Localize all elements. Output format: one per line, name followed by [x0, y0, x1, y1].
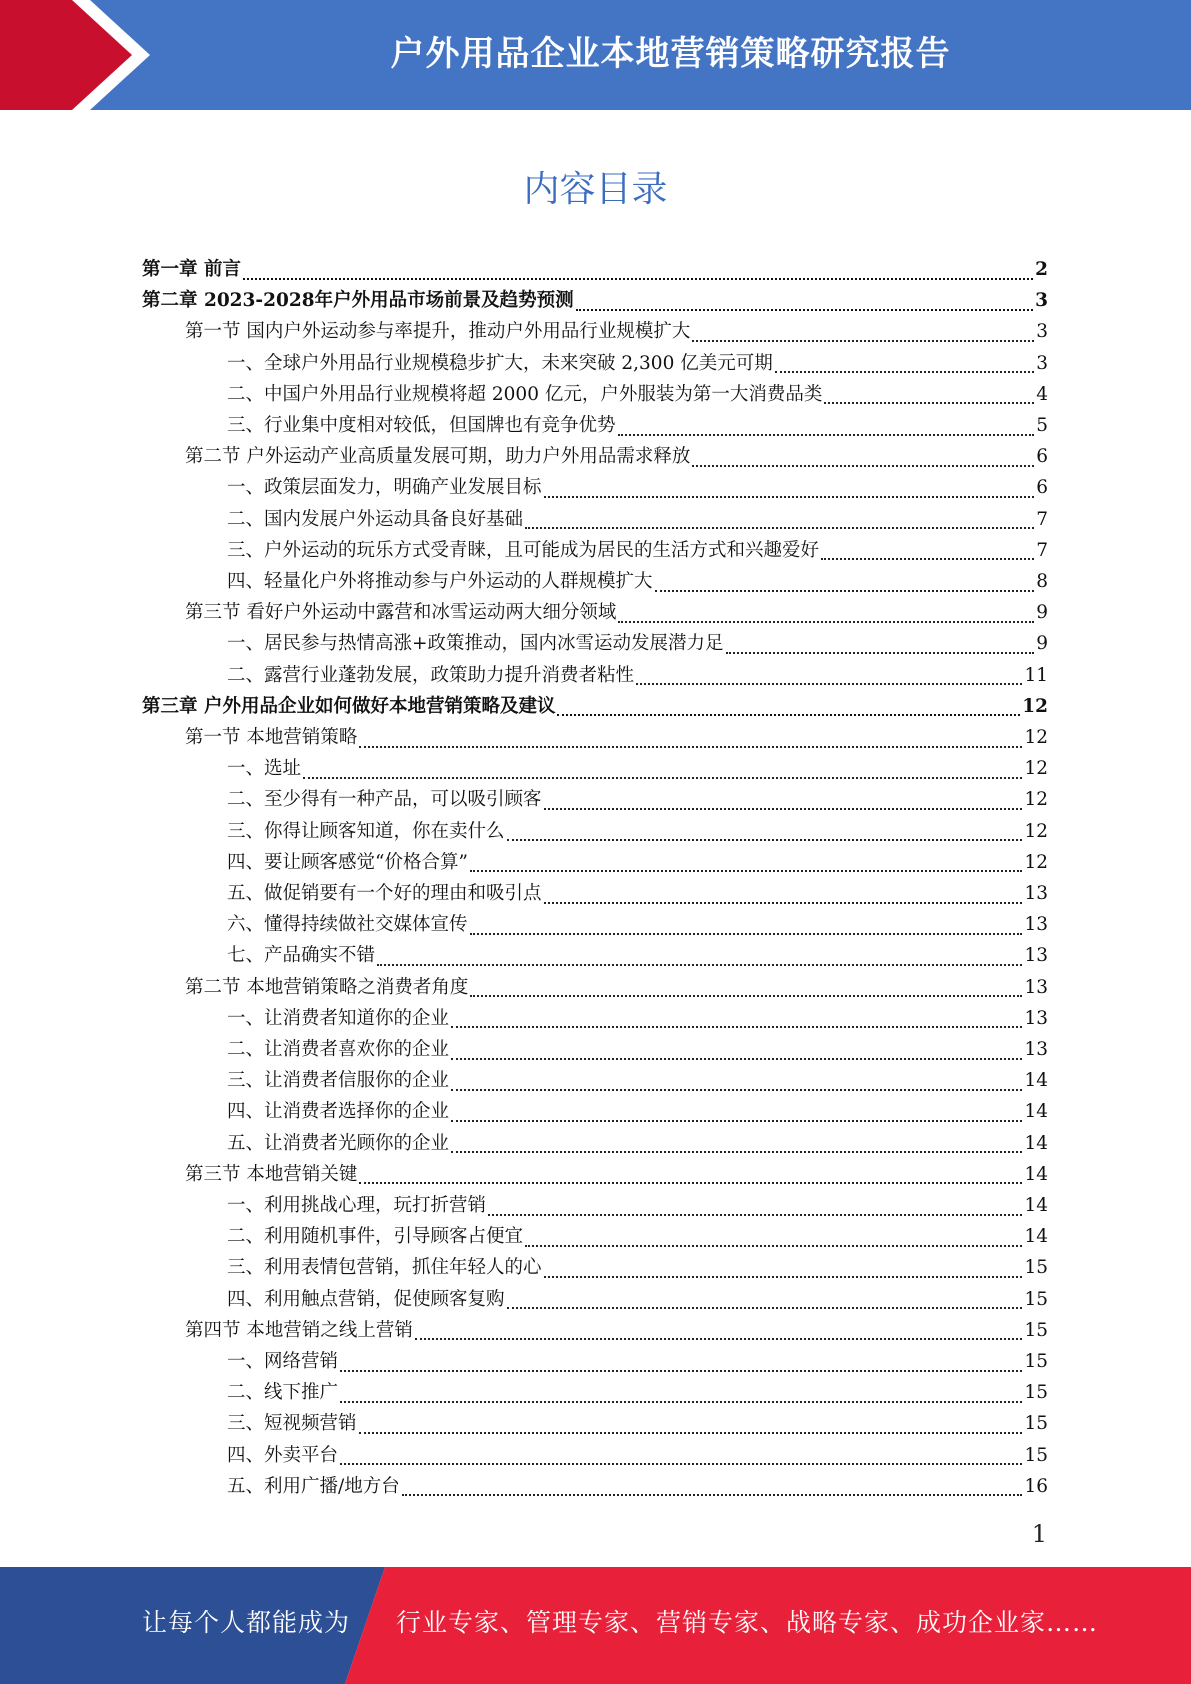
toc-entry-page: 14	[1024, 1163, 1048, 1185]
toc-entry-page: 9	[1036, 602, 1048, 624]
toc-entry-page: 13	[1024, 945, 1048, 967]
toc-subsection-entry[interactable]	[227, 1284, 1048, 1315]
toc-dot-leader	[821, 538, 1034, 560]
toc-entry-page: 3	[1036, 352, 1048, 374]
toc-entry-label: 一、网络营销	[227, 1351, 339, 1372]
toc-chapter-entry[interactable]	[142, 691, 1048, 722]
toc-entry-label: 三、户外运动的玩乐方式受青睐，且可能成为居民的生活方式和兴趣爱好	[227, 539, 820, 561]
toc-subsection-entry[interactable]	[227, 1190, 1048, 1221]
report-title: 户外用品企业本地营销策略研究报告	[390, 34, 951, 74]
toc-entry-label: 第一节 国内户外运动参与率提升，推动户外用品行业规模扩大	[185, 321, 691, 343]
toc-subsection-entry[interactable]	[227, 1034, 1048, 1065]
toc-entry-label: 三、你得让顾客知道，你在卖什么	[227, 820, 505, 842]
toc-subsection-entry[interactable]	[227, 1096, 1048, 1127]
toc-entry-label: 五、利用广播/地方台	[227, 1475, 400, 1497]
toc-entry-page: 2	[1035, 259, 1048, 280]
toc-subsection-entry[interactable]	[227, 940, 1048, 971]
toc-dot-leader	[692, 445, 1034, 467]
toc-dot-leader	[359, 726, 1022, 748]
toc-entry-label: 一、全球户外用品行业规模稳步扩大，未来突破 2,300 亿美元可期	[227, 352, 773, 374]
toc-dot-leader	[618, 601, 1034, 623]
toc-heading: 内容目录	[523, 169, 668, 210]
toc-dot-leader	[451, 1006, 1022, 1028]
toc-entry-page: 14	[1024, 1101, 1048, 1123]
toc-entry-label: 六、懂得持续做社交媒体宣传	[227, 914, 468, 936]
toc-entry-label: 二、国内发展户外运动具备良好基础	[227, 508, 524, 530]
toc-section-entry[interactable]	[185, 1159, 1048, 1190]
toc-dot-leader	[359, 1162, 1022, 1184]
toc-entry-label: 第二章 2023-2028年户外用品市场前景及趋势预测	[142, 290, 574, 312]
toc-subsection-entry[interactable]	[227, 878, 1048, 909]
toc-subsection-entry[interactable]	[227, 628, 1048, 659]
toc-entry-page: 13	[1024, 1007, 1048, 1029]
toc-dot-leader	[451, 1131, 1022, 1153]
toc-dot-leader	[340, 1443, 1022, 1465]
toc-entry-label: 三、让消费者信服你的企业	[227, 1070, 450, 1092]
toc-dot-leader	[451, 1100, 1022, 1122]
toc-entry-page: 3	[1036, 321, 1048, 343]
footer-slogan-right: 行业专家、管理专家、营销专家、战略专家、成功企业家……	[396, 1608, 1099, 1637]
toc-entry-page: 11	[1024, 664, 1048, 686]
toc-dot-leader	[507, 1287, 1023, 1309]
toc-dot-leader	[303, 757, 1022, 779]
toc-dot-leader	[544, 882, 1023, 904]
toc-entry-label: 第三章 户外用品企业如何做好本地营销策略及建议	[142, 695, 556, 717]
toc-subsection-entry[interactable]	[227, 566, 1048, 597]
toc-section-entry[interactable]	[185, 597, 1048, 628]
toc-entry-label: 五、让消费者光顾你的企业	[227, 1132, 450, 1154]
toc-dot-leader	[470, 975, 1022, 997]
toc-dot-leader	[507, 819, 1023, 841]
toc-entry-page: 15	[1024, 1382, 1048, 1404]
toc-chapter-entry[interactable]	[142, 254, 1048, 285]
toc-dot-leader	[692, 320, 1034, 342]
toc-entry-label: 四、利用触点营销，促使顾客复购	[227, 1288, 505, 1310]
toc-entry-page: 12	[1024, 727, 1048, 748]
toc-subsection-entry[interactable]	[227, 504, 1048, 535]
toc-section-entry[interactable]	[185, 1315, 1048, 1346]
toc-entry-page: 6	[1036, 446, 1048, 468]
toc-entry-label: 二、利用随机事件，引导顾客占便宜	[227, 1226, 524, 1248]
toc-entry-page: 14	[1024, 1070, 1048, 1092]
toc-entry-page: 12	[1024, 789, 1048, 811]
toc-subsection-entry[interactable]	[227, 1003, 1048, 1034]
toc-dot-leader	[726, 632, 1035, 654]
report-header	[0, 0, 1191, 110]
toc-entry-page: 12	[1024, 820, 1048, 842]
toc-entry-label: 四、外卖平台	[227, 1444, 339, 1466]
toc-entry-label: 二、中国户外用品行业规模将超 2000 亿元，户外服装为第一大消费品类	[227, 383, 823, 405]
toc-dot-leader	[525, 1225, 1022, 1247]
toc-dot-leader	[576, 289, 1034, 311]
toc-entry-label: 第四节 本地营销之线上营销	[185, 1319, 413, 1341]
toc-subsection-entry[interactable]	[227, 847, 1048, 878]
toc-entry-page: 3	[1035, 290, 1048, 312]
toc-entry-page: 14	[1024, 1195, 1048, 1216]
toc-entry-page: 12	[1022, 695, 1048, 717]
toc-subsection-entry[interactable]	[227, 1065, 1048, 1096]
toc-dot-leader	[544, 476, 1035, 498]
toc-entry-label: 第三节 本地营销关键	[185, 1163, 358, 1185]
toc-entry-label: 第一节 本地营销策略	[185, 727, 358, 748]
toc-entry-page: 13	[1024, 914, 1048, 936]
toc-entry-page: 6	[1036, 477, 1048, 499]
toc-dot-leader	[775, 351, 1034, 373]
toc-entry-page: 7	[1036, 508, 1048, 530]
toc-subsection-entry[interactable]	[227, 1440, 1048, 1471]
toc-subsection-entry[interactable]	[227, 348, 1048, 379]
toc-subsection-entry[interactable]	[227, 535, 1048, 566]
toc-subsection-entry[interactable]	[227, 1408, 1048, 1439]
toc-entry-label: 二、线下推广	[227, 1382, 339, 1404]
toc-entry-label: 四、要让顾客感觉“价格合算”	[227, 851, 468, 873]
toc-entry-page: 15	[1024, 1257, 1048, 1279]
toc-entry-label: 一、政策层面发力，明确产业发展目标	[227, 477, 542, 499]
toc-subsection-entry[interactable]	[227, 753, 1048, 784]
toc-subsection-entry[interactable]	[227, 1128, 1048, 1159]
toc-subsection-entry[interactable]	[227, 660, 1048, 691]
toc-entry-page: 15	[1024, 1288, 1048, 1310]
toc-entry-label: 二、让消费者喜欢你的企业	[227, 1039, 450, 1060]
toc-dot-leader	[470, 850, 1023, 872]
toc-subsection-entry[interactable]	[227, 379, 1048, 410]
toc-dot-leader	[243, 258, 1033, 280]
toc-subsection-entry[interactable]	[227, 909, 1048, 940]
toc-entry-label: 四、让消费者选择你的企业	[227, 1101, 450, 1123]
toc-section-entry[interactable]	[185, 972, 1048, 1003]
toc-entry-label: 三、行业集中度相对较低，但国牌也有竞争优势	[227, 415, 616, 436]
toc-entry-page: 8	[1036, 571, 1048, 592]
toc-subsection-entry[interactable]	[227, 1471, 1048, 1502]
toc-entry-page: 16	[1024, 1475, 1048, 1497]
toc-dot-leader	[544, 1256, 1023, 1278]
toc-entry-label: 第一章 前言	[142, 259, 241, 280]
toc-entry-page: 9	[1036, 633, 1048, 655]
toc-subsection-entry[interactable]	[227, 784, 1048, 815]
toc-entry-page: 12	[1024, 758, 1048, 780]
toc-dot-leader	[470, 913, 1023, 935]
toc-dot-leader	[488, 1194, 1022, 1216]
toc-entry-page: 13	[1024, 1039, 1048, 1060]
toc-subsection-entry[interactable]	[227, 472, 1048, 503]
toc-entry-label: 一、利用挑战心理，玩打折营销	[227, 1195, 487, 1216]
toc-dot-leader	[557, 694, 1020, 716]
toc-chapter-entry[interactable]	[142, 285, 1048, 316]
toc-entry-label: 四、轻量化户外将推动参与户外运动的人群规模扩大	[227, 571, 653, 592]
toc-entry-page: 5	[1036, 415, 1048, 436]
toc-entry-page: 15	[1024, 1413, 1048, 1435]
toc-entry-label: 五、做促销要有一个好的理由和吸引点	[227, 883, 542, 904]
toc-entry-label: 七、产品确实不错	[227, 945, 376, 967]
toc-entry-page: 14	[1024, 1132, 1048, 1154]
toc-dot-leader	[340, 1350, 1022, 1372]
toc-entry-label: 二、露营行业蓬勃发展，政策助力提升消费者粘性	[227, 664, 635, 686]
toc-entry-label: 二、至少得有一种产品，可以吸引顾客	[227, 789, 542, 811]
toc-entry-page: 13	[1024, 976, 1048, 998]
toc-subsection-entry[interactable]	[227, 1346, 1048, 1377]
report-footer	[0, 1567, 1191, 1684]
toc-dot-leader	[415, 1318, 1023, 1340]
toc-entry-label: 一、居民参与热情高涨+政策推动，国内冰雪运动发展潜力足	[227, 633, 724, 655]
toc-entry-label: 第二节 户外运动产业高质量发展可期，助力户外用品需求释放	[185, 446, 691, 468]
toc-entry-page: 4	[1036, 383, 1048, 405]
toc-subsection-entry[interactable]	[227, 410, 1048, 441]
toc-dot-leader	[377, 944, 1022, 966]
toc-entry-page: 15	[1024, 1444, 1048, 1466]
toc-section-entry[interactable]	[185, 441, 1048, 472]
toc-dot-leader	[525, 507, 1034, 529]
toc-entry-label: 第二节 本地营销策略之消费者角度	[185, 976, 469, 998]
toc-section-entry[interactable]	[185, 722, 1048, 753]
toc-subsection-entry[interactable]	[227, 816, 1048, 847]
toc-dot-leader	[824, 382, 1034, 404]
toc-dot-leader	[544, 788, 1023, 810]
toc-dot-leader	[655, 570, 1035, 592]
toc-dot-leader	[451, 1038, 1022, 1060]
toc-entry-page: 7	[1036, 539, 1048, 561]
toc-entry-page: 15	[1024, 1319, 1048, 1341]
toc-entry-label: 第三节 看好户外运动中露营和冰雪运动两大细分领域	[185, 602, 617, 624]
toc-entry-label: 一、选址	[227, 758, 302, 780]
toc-entry-page: 15	[1024, 1351, 1048, 1372]
page-number: 1	[1031, 1520, 1047, 1548]
toc-dot-leader	[340, 1381, 1022, 1403]
toc-entry-page: 12	[1024, 851, 1048, 873]
toc-subsection-entry[interactable]	[227, 1252, 1048, 1283]
toc-dot-leader	[636, 663, 1022, 685]
footer-slogan-left: 让每个人都能成为	[142, 1608, 351, 1637]
toc-dot-leader	[402, 1474, 1023, 1496]
toc-entry-label: 三、短视频营销	[227, 1413, 357, 1435]
toc-dot-leader	[359, 1412, 1023, 1434]
toc-entry-label: 一、让消费者知道你的企业	[227, 1007, 450, 1029]
toc-dot-leader	[451, 1069, 1022, 1091]
toc-entry-page: 14	[1024, 1226, 1048, 1248]
toc-section-entry[interactable]	[185, 316, 1048, 347]
toc-subsection-entry[interactable]	[227, 1377, 1048, 1408]
toc-entry-label: 三、利用表情包营销，抓住年轻人的心	[227, 1257, 542, 1279]
toc-dot-leader	[618, 414, 1035, 436]
toc-entry-page: 13	[1024, 883, 1048, 904]
toc-subsection-entry[interactable]	[227, 1221, 1048, 1252]
